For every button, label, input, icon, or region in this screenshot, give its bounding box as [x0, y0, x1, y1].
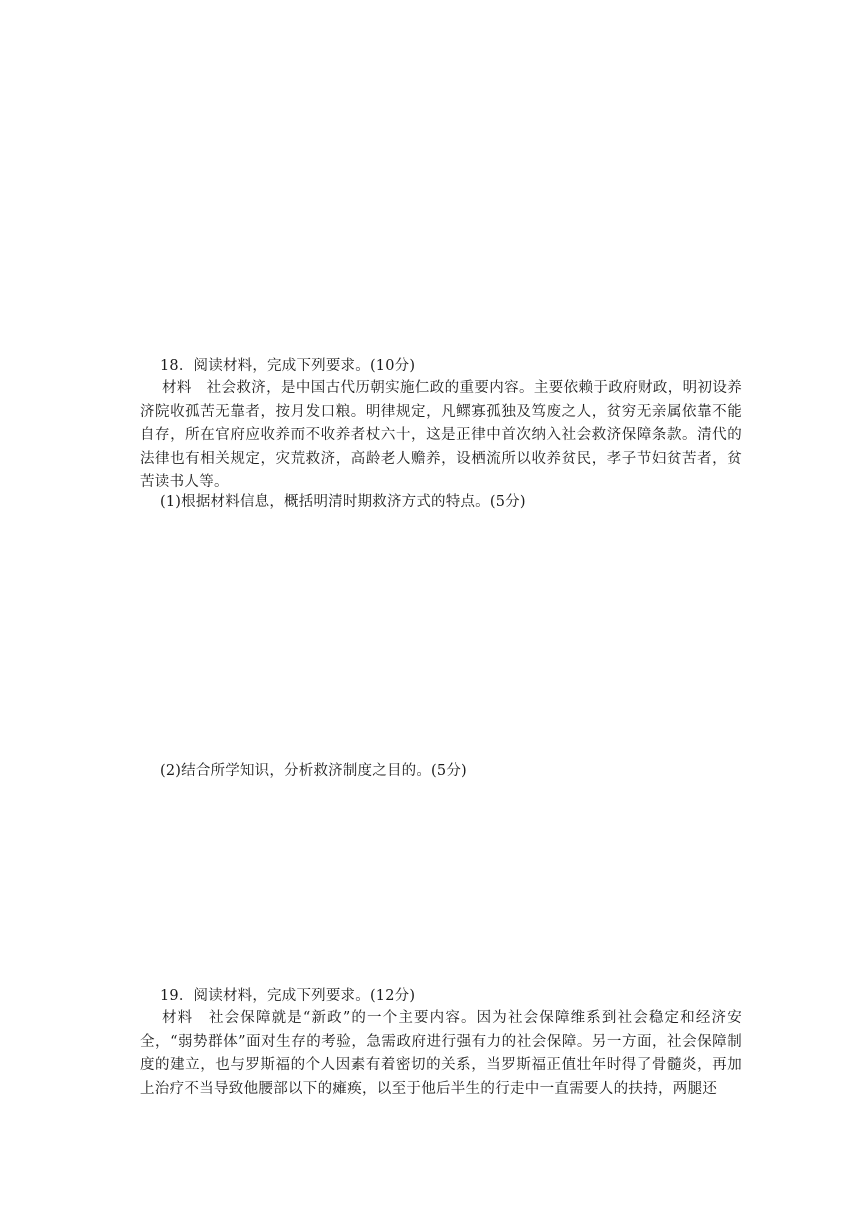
question-18-title: 18．阅读材料，完成下列要求。(10分)	[160, 358, 416, 374]
question-18-material: 材料 社会救济，是中国古代历朝实施仁政的重要内容。主要依赖于政府财政，明初设养济院收孤苦无靠者，按月发口粮。明律规定，凡鳏寡孤独及笃废之人，贫穷无亲属依靠不能自存，所在官府应收养而不收养者杖六十，这是正律中首次纳入社会救济保障条款。清代的法律也有相关规定，灾荒救济，高龄老人赡养，设栖流所以收养贫民，孝子节妇贫苦者，贫苦读书人等。	[140, 380, 742, 490]
question-18-subquestion-2: (2)结合所学知识，分析救济制度之目的。(5分)	[160, 763, 467, 779]
question-19-material: 材料 社会保障就是“新政”的一个主要内容。因为社会保障维系到社会稳定和经济安全，“弱势群体”面对生存的考验，急需政府进行强有力的社会保障。另一方面，社会保障制度的建立，也与罗斯福的个人因素有着密切的关系，当罗斯福正值壮年时得了骨髓炎，再加上治疗不当导致他腰部以下的瘫痪，以至于他后半生的行走中一直需要人的扶持，两腿还	[140, 1010, 742, 1097]
question-18-subquestion-1: (1)根据材料信息，概括明清时期救济方式的特点。(5分)	[160, 494, 526, 510]
question-19-title: 19．阅读材料，完成下列要求。(12分)	[160, 988, 416, 1004]
